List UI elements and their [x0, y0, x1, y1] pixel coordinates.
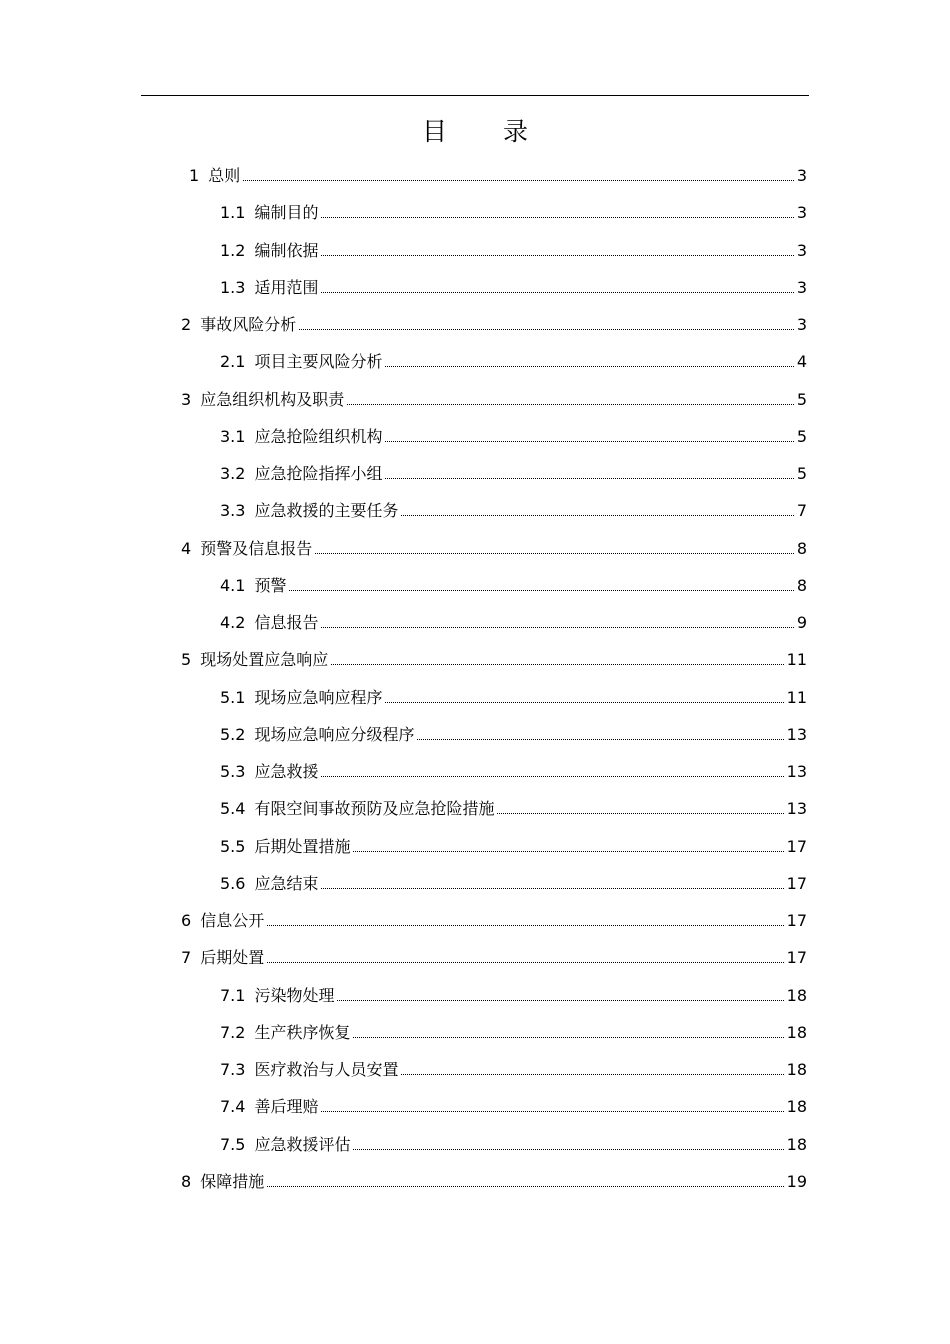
toc-entry[interactable]: [220, 1056, 807, 1080]
toc-dot-leader: [321, 627, 793, 628]
toc-entry-page: 17: [786, 948, 807, 968]
toc-entry-number: 7.5: [220, 1134, 246, 1154]
toc-entry-title: 现场处置应急响应: [200, 650, 329, 670]
header-rule: [141, 95, 809, 96]
toc-dot-leader: [385, 478, 793, 479]
toc-dot-leader: [401, 515, 793, 516]
toc-entry[interactable]: [181, 386, 807, 410]
toc-entry[interactable]: [220, 684, 807, 708]
toc-entry[interactable]: [181, 944, 807, 968]
toc-entry[interactable]: [181, 1168, 807, 1192]
toc-entry[interactable]: [220, 833, 807, 857]
toc-entry-page: 13: [786, 799, 807, 819]
toc-entry-title: 事故风险分析: [200, 315, 297, 334]
toc-entry-title: 生产秩序恢复: [254, 1022, 351, 1042]
toc-dot-leader: [401, 1074, 783, 1075]
toc-dot-leader: [321, 217, 793, 218]
toc-entry-title: 编制目的: [254, 203, 319, 223]
toc-dot-leader: [337, 1000, 783, 1001]
toc-entry[interactable]: [220, 572, 807, 596]
toc-entry-page: 5: [796, 389, 807, 409]
toc-entry[interactable]: [220, 1093, 807, 1117]
toc-entry[interactable]: [220, 870, 807, 894]
toc-entry-title: 污染物处理: [254, 985, 335, 1005]
toc-entry-page: 3: [796, 315, 807, 334]
toc-entry-title: 预警: [254, 575, 287, 595]
toc-entry-number: 1.3: [220, 277, 246, 297]
toc-dot-leader: [299, 329, 794, 330]
toc-entry-title: 信息报告: [254, 613, 319, 632]
toc-entry[interactable]: [220, 237, 807, 261]
toc-entry-title: 应急结束: [254, 873, 319, 893]
toc-entry-number: 2.1: [220, 352, 246, 372]
toc-dot-leader: [331, 664, 783, 665]
toc-entry[interactable]: [220, 497, 807, 521]
toc-entry-page: 4: [796, 352, 807, 372]
toc-entry-page: 13: [786, 724, 807, 744]
toc-entry[interactable]: [181, 646, 807, 670]
toc-entry[interactable]: [220, 609, 807, 633]
toc-entry-title: 总则: [208, 166, 241, 185]
toc-entry-number: 8: [181, 1171, 192, 1191]
toc-entry-page: 18: [786, 1060, 807, 1079]
toc-entry-page: 13: [786, 762, 807, 781]
toc-entry-page: 3: [796, 203, 807, 223]
toc-entry[interactable]: [220, 795, 807, 819]
toc-entry-title: 现场应急响应分级程序: [254, 724, 415, 744]
toc-entry-number: 5.1: [220, 687, 246, 707]
toc-dot-leader: [353, 1037, 783, 1038]
toc-dot-leader: [385, 702, 783, 703]
toc-entry-number: 2: [181, 315, 192, 334]
toc-entry-title: 项目主要风险分析: [254, 352, 383, 372]
toc-entry[interactable]: [220, 423, 807, 447]
toc-entry-title: 应急抢险组织机构: [254, 426, 383, 446]
toc-entry-number: 7.4: [220, 1097, 246, 1117]
toc-dot-leader: [315, 553, 794, 554]
toc-dot-leader: [321, 292, 793, 293]
toc-entry[interactable]: [220, 721, 807, 745]
toc-entry-page: 3: [796, 166, 807, 185]
toc-entry-number: 7.1: [220, 985, 246, 1005]
toc-entry-title: 应急救援评估: [254, 1134, 351, 1154]
toc-entry-number: 5.6: [220, 873, 246, 893]
toc-entry-title: 保障措施: [200, 1171, 265, 1191]
toc-entry[interactable]: [220, 1019, 807, 1043]
toc-entry[interactable]: [181, 535, 807, 559]
toc-dot-leader: [267, 962, 783, 963]
toc-dot-leader: [321, 255, 793, 256]
toc-entry[interactable]: [220, 348, 807, 372]
toc-entry-page: 5: [796, 426, 807, 446]
toc-entry-number: 5.4: [220, 799, 246, 819]
toc-entry-number: 3.2: [220, 464, 246, 483]
toc-entry[interactable]: [220, 199, 807, 223]
toc-entry-page: 9: [796, 613, 807, 632]
toc-entry[interactable]: [220, 460, 807, 484]
toc-entry-title: 编制依据: [254, 240, 319, 260]
toc-entry-number: 4.2: [220, 613, 246, 632]
toc-dot-leader: [289, 590, 793, 591]
toc-dot-leader: [321, 776, 783, 777]
toc-entry-number: 5.3: [220, 762, 246, 781]
toc-dot-leader: [321, 1111, 783, 1112]
toc-entry-title: 善后理赔: [254, 1097, 319, 1117]
toc-entry-number: 7.3: [220, 1060, 246, 1079]
toc-entry-page: 8: [796, 538, 807, 558]
toc-dot-leader: [385, 366, 793, 367]
toc-entry[interactable]: [220, 274, 807, 298]
toc-entry-title: 应急抢险指挥小组: [254, 464, 383, 483]
toc-entry-title: 适用范围: [254, 277, 319, 297]
toc-entry-number: 3.1: [220, 426, 246, 446]
toc-entry[interactable]: [220, 1131, 807, 1155]
toc-entry-title: 后期处置措施: [254, 836, 351, 856]
toc-entry-page: 3: [796, 277, 807, 297]
toc-entry[interactable]: [220, 982, 807, 1006]
toc-entry-title: 应急救援: [254, 762, 319, 781]
toc-entry[interactable]: [220, 758, 807, 782]
toc-entry-title: 信息公开: [200, 911, 265, 930]
toc-entry-page: 5: [796, 464, 807, 483]
toc-dot-leader: [347, 404, 794, 405]
toc-dot-leader: [267, 1186, 783, 1187]
toc-entry-title: 后期处置: [200, 948, 265, 968]
toc-dot-leader: [267, 925, 783, 926]
toc-entry-title: 应急救援的主要任务: [254, 501, 399, 521]
toc-entry-number: 1.2: [220, 240, 246, 260]
toc-entry-page: 18: [786, 1134, 807, 1154]
toc-entry-page: 3: [796, 240, 807, 260]
toc-entry-page: 19: [786, 1171, 807, 1191]
toc-entry-number: 3: [181, 389, 192, 409]
toc-entry-page: 11: [786, 650, 807, 670]
toc-entry-number: 3.3: [220, 501, 246, 521]
toc-entry-number: 6: [181, 911, 192, 930]
toc-dot-leader: [353, 1149, 783, 1150]
toc-dot-leader: [417, 739, 783, 740]
toc-entry-number: 7: [181, 948, 192, 968]
toc-entry-page: 7: [796, 501, 807, 521]
toc-dot-leader: [497, 813, 783, 814]
toc-entry-page: 18: [786, 985, 807, 1005]
toc-title: 目 录: [422, 117, 552, 146]
toc-entry-page: 8: [796, 575, 807, 595]
toc-dot-leader: [353, 851, 783, 852]
toc-entry-number: 5: [181, 650, 192, 670]
toc-entry-title: 预警及信息报告: [200, 538, 313, 558]
toc-dot-leader: [243, 180, 794, 181]
toc-entry-number: 4: [181, 538, 192, 558]
toc-entry-number: 1.1: [220, 203, 246, 223]
toc-entry-number: 1: [189, 166, 200, 185]
toc-dot-leader: [321, 888, 783, 889]
toc-entry-number: 4.1: [220, 575, 246, 595]
toc-entry-number: 5.5: [220, 836, 246, 856]
toc-entry[interactable]: [189, 162, 807, 186]
toc-entry-page: 11: [786, 687, 807, 707]
toc-entry-number: 7.2: [220, 1022, 246, 1042]
toc-dot-leader: [385, 441, 793, 442]
toc-entry-page: 17: [786, 911, 807, 930]
toc-entry-page: 17: [786, 836, 807, 856]
toc-entry-page: 18: [786, 1097, 807, 1117]
toc-entry-page: 17: [786, 873, 807, 893]
toc-entry[interactable]: [181, 311, 807, 335]
toc-entry-number: 5.2: [220, 724, 246, 744]
toc-entry-title: 现场应急响应程序: [254, 687, 383, 707]
toc-entry-title: 医疗救治与人员安置: [254, 1060, 399, 1079]
toc-entry-title: 应急组织机构及职责: [200, 389, 345, 409]
toc-entry-page: 18: [786, 1022, 807, 1042]
toc-entry[interactable]: [181, 907, 807, 931]
toc-entry-title: 有限空间事故预防及应急抢险措施: [254, 799, 495, 819]
